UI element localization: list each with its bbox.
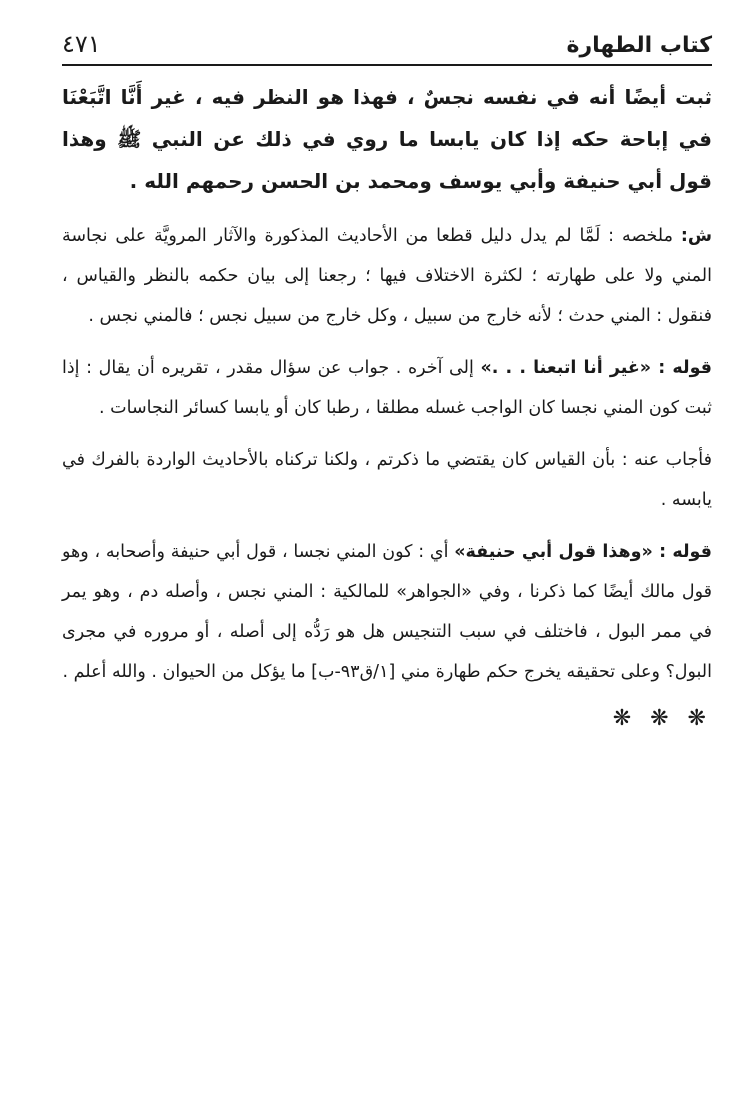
quote-lead-2: قوله : «غير أنا اتبعنا . . .»	[480, 358, 712, 378]
commentary-paragraph-3	[62, 440, 712, 520]
section-separator: ❋ ❋ ❋	[612, 706, 712, 731]
body-text	[62, 76, 712, 731]
page	[62, 28, 712, 731]
commentary-text-1: ملخصه : لَمَّا لم يدل دليل قطعا من الأحاديث المذكورة والآثار المرويَّة على نجاسة المني ولا على طهارته ؛ لكثرة الاختلاف فيها ؛ رجعنا إلى بيان حكمه بالنظر والقياس ، فنقول : المني حدث ؛ لأنه خارج من سبيل ، وكل خارج من سبيل نجس ؛ فالمني نجس .	[62, 226, 712, 326]
quote-lead-4: قوله : «وهذا قول أبي حنيفة»	[454, 542, 712, 562]
commentary-paragraph-2	[62, 348, 712, 428]
commentary-paragraph-1	[62, 216, 712, 336]
commentary-paragraph-4	[62, 532, 712, 692]
commentary-text-4: أي : كون المني نجسا ، قول أبي حنيفة وأصحابه ، وهو قول مالك أيضًا كما ذكرنا ، وفي «الجواهر» للمالكية : المني نجس ، وأصله دم ، وهو يمر في ممر البول ، فاختلف في سبب التنجيس هل هو رَدُّه إلى أصله ، أو مروره في مجرى البول؟ وعلى تحقيقه يخرج حكم طهارة مني [١/ق٩٣-ب] ما يؤكل من الحيوان . والله أعلم .	[62, 542, 712, 682]
commentary-text-3: فأجاب عنه : بأن القياس كان يقتضي ما ذكرتم ، ولكنا تركناه بالأحاديث الواردة بالفرك في يابسه .	[62, 450, 712, 510]
commentary-marker: ش:	[680, 226, 712, 246]
commentary-text-2: إلى آخره . جواب عن سؤال مقدر ، تقريره أن يقال : إذا ثبت كون المني نجسا كان الواجب غسله مطلقا ، رطبا كان أو يابسا كسائر النجاسات .	[62, 358, 712, 418]
page-number: ٤٧١	[62, 30, 101, 58]
page-header	[62, 28, 712, 66]
main-text-paragraph: ثبت أيضًا أنه في نفسه نجسٌ ، فهذا هو النظر فيه ، غير أَنَّا اتَّبَعْنَا في إباحة حكه إذا كان يابسا ما روي في ذلك عن النبي ﷺ وهذا قول أبي حنيفة وأبي يوسف ومحمد بن الحسن رحمهم الله .	[62, 85, 712, 193]
chapter-title: كتاب الطهارة	[566, 33, 712, 58]
